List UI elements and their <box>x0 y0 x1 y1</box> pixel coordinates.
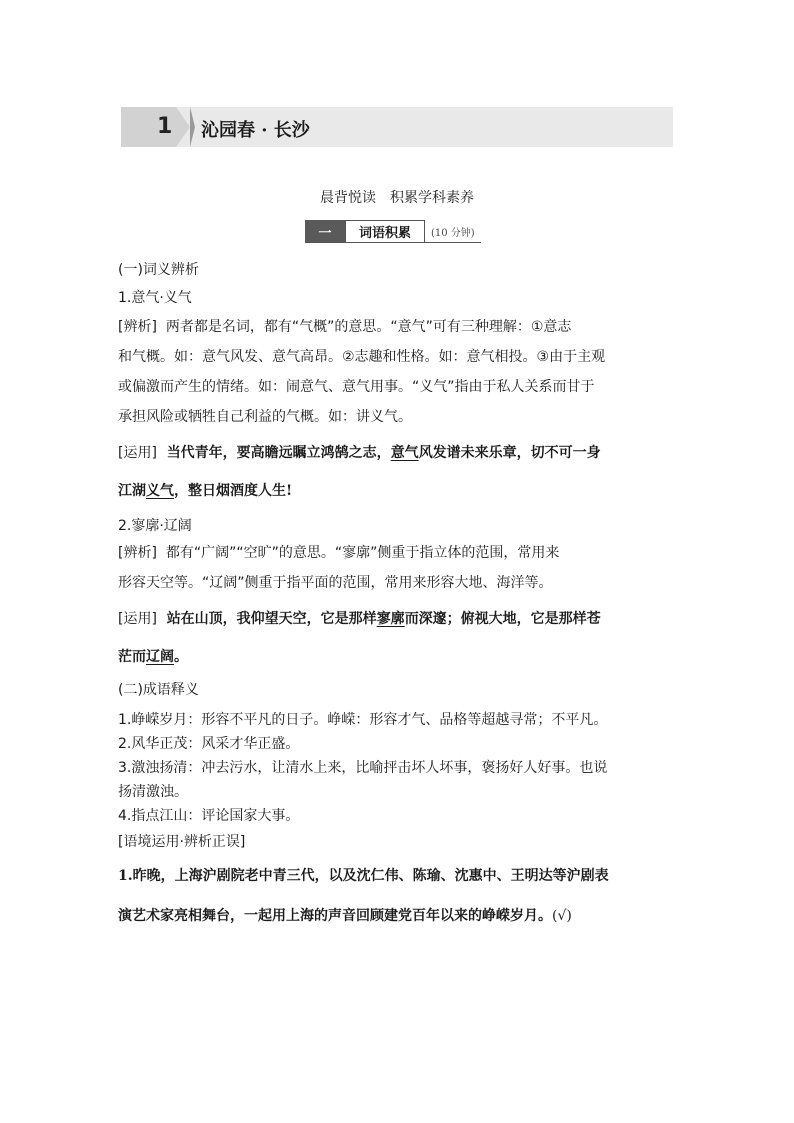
answer-mark: (√) <box>552 908 572 924</box>
analysis-line: 承担风险或牺牲自己利益的气概。如：讲义气。 <box>118 409 412 425</box>
context-heading: [语境运用·辨析正误] <box>118 834 246 850</box>
lesson-title: 沁园春 · 长沙 <box>201 120 310 141</box>
idiom-item-continued: 扬清激浊。 <box>118 784 188 800</box>
analysis-line: 形容天空等。“辽阔”侧重于指平面的范围，常用来形容大地、海洋等。 <box>118 575 553 591</box>
lesson-number: 1 <box>157 114 173 139</box>
underlined-term: 意气 <box>390 445 419 461</box>
section-heading <box>0 187 794 207</box>
underlined-term: 辽阔 <box>146 649 174 665</box>
content-body <box>118 258 678 936</box>
subsection-time: (10 分钟) <box>431 227 475 239</box>
usage-line: 茫而辽阔。 <box>118 649 188 665</box>
usage-block <box>118 434 678 510</box>
analysis-tag: [辨析] <box>118 319 157 335</box>
subsection-label: 词语积累 <box>345 220 425 242</box>
idiom-item: 4.指点江山：评论国家大事。 <box>118 808 300 824</box>
usage-line: [运用] 站在山顶，我仰望天空，它是那样寥廓而深邃；俯视大地，它是那样苍 <box>118 611 601 627</box>
vocab-item-title: 2.寥廓·辽阔 <box>118 518 192 534</box>
underlined-term: 寥廓 <box>376 611 405 627</box>
idiom-item: 3.激浊扬清：冲去污水，让清水上来，比喻抨击坏人坏事，褒扬好人好事。也说 <box>118 760 608 776</box>
analysis-tag: [辨析] <box>118 545 157 561</box>
vocab-heading: (一)词义辨析 <box>118 262 199 278</box>
usage-block <box>118 600 678 676</box>
subsection-badge <box>305 220 481 243</box>
analysis-line: [辨析] 都有“广阔”“空旷”的意思。“寥廓”侧重于指立体的范围，常用来 <box>118 545 560 561</box>
chevron-decoration <box>176 107 190 147</box>
analysis-block <box>118 312 678 432</box>
section-heading-part2: 积累学科素养 <box>390 190 474 206</box>
analysis-line: [辨析] 两者都是名词，都有“气概”的意思。“意气”可有三种理解：①意志 <box>118 319 572 335</box>
section-heading-part1: 晨背悦读 <box>320 190 376 206</box>
chevron-line-decoration <box>190 107 195 147</box>
idiom-item: 1.峥嵘岁月：形容不平凡的日子。峥嵘：形容才气、品格等超越寻常；不平凡。 <box>118 712 608 728</box>
usage-tag: [运用] <box>118 445 157 461</box>
analysis-line: 或偏激而产生的情绪。如：闹意气、意气用事。“义气”指由于私人关系而甘于 <box>118 379 595 395</box>
idiom-item: 2.风华正茂：风采才华正盛。 <box>118 736 300 752</box>
context-item: 1.昨晚，上海沪剧院老中青三代，以及沈仁伟、陈瑜、沈惠中、王明达等沪剧表 演艺术家亮相舞台，一起用上海的声音回顾建党百年以来的峥嵘岁月。(√) <box>118 868 609 924</box>
usage-line: [运用] 当代青年，要高瞻远瞩立鸿鹄之志，意气风发谱未来乐章，切不可一身 <box>118 445 601 461</box>
analysis-line: 和气概。如：意气风发、意气高昂。②志趣和性格。如：意气相投。③由于主观 <box>118 349 606 365</box>
lesson-banner <box>121 107 673 147</box>
underlined-term: 义气 <box>146 483 174 499</box>
usage-tag: [运用] <box>118 611 157 627</box>
analysis-block <box>118 538 678 598</box>
usage-line: 江湖义气，整日烟酒度人生! <box>118 483 293 499</box>
vocab-item-title: 1.意气·义气 <box>118 290 192 306</box>
subsection-number: 一 <box>305 220 345 242</box>
idioms-heading: (二)成语释义 <box>118 682 199 698</box>
